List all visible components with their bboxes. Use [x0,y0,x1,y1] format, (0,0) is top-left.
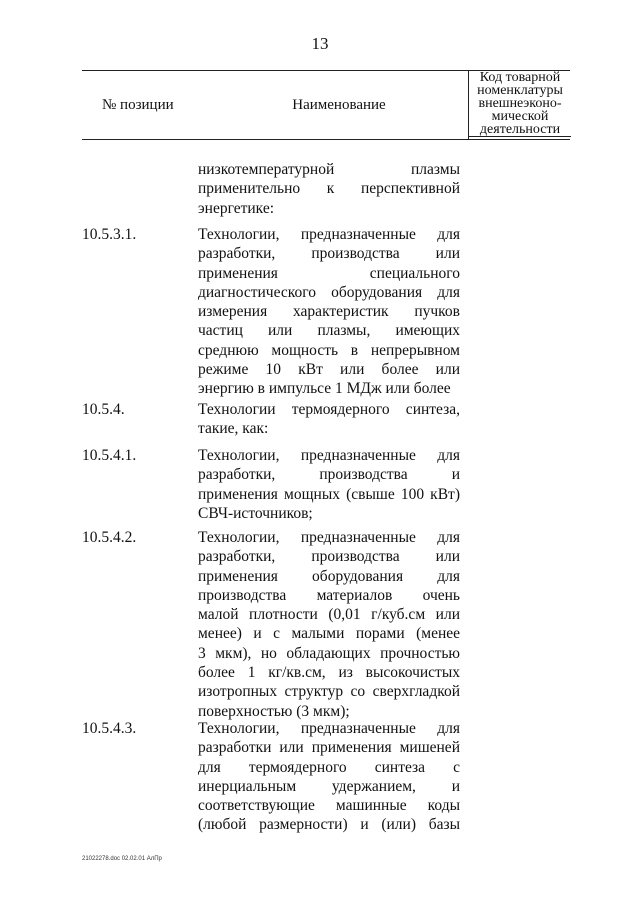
page-number: 13 [311,34,329,53]
text-line: такие, как: [198,420,269,438]
text-line: менее) и с малыми порами (менее [198,625,460,643]
text-line: инерциальным удержанием, и [198,777,460,795]
entry-code: 10.5.4.1. [82,447,137,464]
text-line: низкотемпературной плазмы [198,161,460,178]
header-code-line: деятельности [469,123,571,137]
table-header [82,70,570,140]
header-position-label: № позиции [102,97,174,113]
entry-code: 10.5.4.3. [82,720,137,737]
text-line: применения мощных (свыше 100 кВт) [198,485,460,503]
header-code-line: внешнеэконо- [478,96,562,111]
text-line: 3 мкм), но обладающих прочностью [198,644,460,662]
text-line: разработки, производства и [198,466,460,484]
entry-code: 10.5.4.2. [82,529,137,546]
document-footer: 21022278.doc 02.02.01 АлПр [82,856,162,862]
text-line: поверхностью (3 мкм); [198,702,350,720]
text-line: применения специального [198,264,460,282]
text-line: Технологии, предназначенные для [198,529,460,546]
header-code-line: номенклатуры [477,83,563,98]
entry-text [198,528,460,721]
header-code-line: мической [491,109,549,124]
text-line: Технологии, предназначенные для [198,226,460,243]
text-line: разработки или применения мишеней [198,739,460,757]
text-line: измерения характеристик пучков [198,303,460,321]
entry-text [198,719,460,835]
text-line: (любой размерности) и (или) базы [198,816,460,834]
text-line: производства материалов очень [198,586,460,604]
text-line: применения оборудования для [198,567,460,585]
text-line: среднюю мощность в непрерывном [198,341,460,359]
text-line: СВЧ-источников; [198,504,313,522]
text-line: Технологии, предназначенные для [198,447,460,464]
entry-text [198,446,460,523]
header-name-label: Наименование [292,97,386,113]
text-line: энергетике: [198,199,275,217]
header-code-cell [468,71,571,139]
text-line: Технологии термоядерного синтеза, [198,401,460,418]
text-line: энергию в импульсе 1 МДж или более [198,380,451,398]
header-position-cell [82,71,194,139]
entry-text [198,225,460,399]
text-line: для термоядерного синтеза с [198,758,460,776]
text-line: режиме 10 кВт или более или [198,361,460,379]
entry-code: 10.5.4. [82,401,125,418]
text-line: Технологии, предназначенные для [198,720,460,737]
text-line: разработки, производства или [198,245,460,263]
entry-text [198,400,460,439]
text-line: изотропных структур со сверхгладкой [198,683,460,701]
text-line: соответствующие машинные коды [198,797,460,815]
header-code-line: Код товарной [479,70,561,85]
text-line: применительно к перспективной [198,180,460,198]
text-line: диагностического оборудования для [198,283,460,301]
text-line: разработки, производства или [198,548,460,566]
text-line: частиц или плазмы, имеющих [198,322,460,340]
intro-text [198,160,460,218]
entry-code: 10.5.3.1. [82,226,137,243]
text-line: более 1 кг/кв.см, из высокочистых [198,664,460,682]
text-line: малой плотности (0,01 г/куб.см или [198,606,460,624]
